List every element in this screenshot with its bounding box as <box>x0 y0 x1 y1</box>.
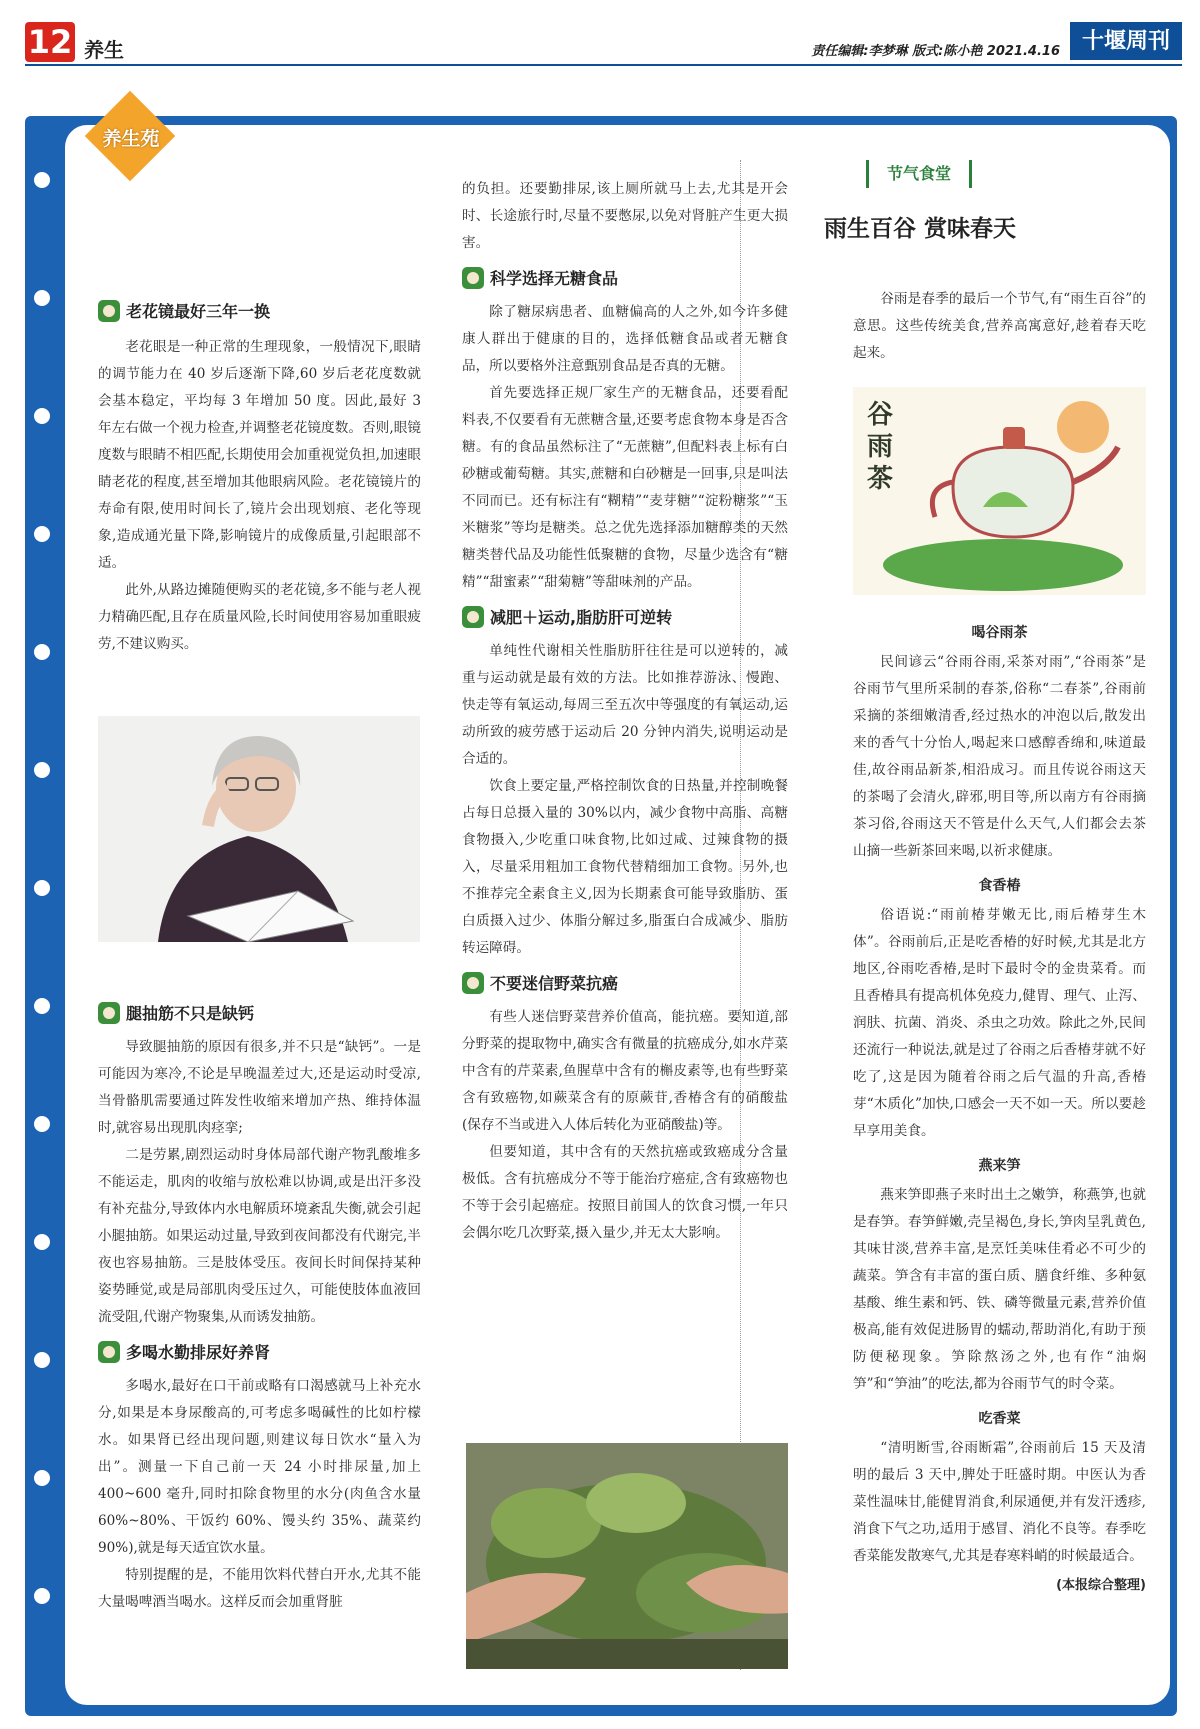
masthead <box>0 0 1200 75</box>
heading-text: 科学选择无糖食品 <box>490 268 619 288</box>
paragraph: 导致腿抽筋的原因有很多,并不只是“缺钙”。一是可能因为寒冷,不论是早晚温差过大,还是运动时受凉,当骨骼肌需要通过阵发性收缩来增加产热、维持体温时,就容易出现肌肉痉挛; <box>98 1039 421 1136</box>
article-heading <box>462 602 788 632</box>
article-heading <box>462 968 788 998</box>
heading-text: 多喝水勤排尿好养肾 <box>126 1342 271 1362</box>
paragraph: 燕来笋即燕子来时出土之嫩笋，称燕笋,也就是春笋。春笋鲜嫩,壳呈褐色,身长,笋肉呈乳黄色,其味甘淡,营养丰富,是烹饪美味佳肴必不可少的蔬菜。笋含有丰富的蛋白质、膳食纤维、多种氨基酸、维生素和钙、铁、磷等微量元素,营养价值极高,能有效促进肠胃的蠕动,帮助消化,有助于预防便秘现象。笋除熬汤之外,也有作“油焖笋”和“笋油”的吃法,都为谷雨节气的时令菜。 <box>853 1187 1146 1392</box>
article-heading <box>98 998 421 1028</box>
paragraph: 谷雨是春季的最后一个节气,有“雨生百谷”的意思。这些传统美食,营养高寓意好,趁着春天吃起来。 <box>853 291 1146 361</box>
doctor-face-icon <box>462 606 484 628</box>
doctor-face-icon <box>462 267 484 289</box>
paragraph: 二是劳累,剧烈运动时身体局部代谢产物乳酸堆多不能运走，肌肉的收缩与放松难以协调,或是出汗多没有补充盐分,导致体内水电解质环境紊乱失衡,就会引起小腿抽筋。如果运动过量,导致到夜间都没有代谢完,半夜也容易抽筋。三是肢体受压。夜间长时间保持某种姿势睡觉,或是局部肌肉受压过久，可能使肢体血液回流受阻,代谢产物聚集,从而诱发抽筋。 <box>98 1147 421 1325</box>
doctor-face-icon <box>98 300 120 322</box>
photo-elderly-woman-reading <box>98 716 420 942</box>
article-heading <box>98 296 421 326</box>
doctor-face-icon <box>98 1002 120 1024</box>
binder-hole <box>34 526 50 542</box>
binder-hole <box>34 998 50 1014</box>
binder-hole <box>34 408 50 424</box>
paragraph: 多喝水,最好在口干前或略有口渴感就马上补充水分,如果是本身尿酸高的,可考虑多喝碱性的比如柠檬水。如果肾已经出现问题,则建议每日饮水“量入为出”。测量一下自己前一天 24 小时排尿量,加上 400~600 毫升,同时扣除食物里的水分(肉鱼含水量 60%~80%、干饭约 60%、馒头约 35%、蔬菜约 90%),就是每天适宜饮水量。 <box>98 1378 421 1556</box>
heading-text: 减肥＋运动,脂肪肝可逆转 <box>490 607 673 627</box>
paragraph: 但要知道，其中含有的天然抗癌或致癌成分含量极低。含有抗癌成分不等于能治疗癌症,含有致癌物也不等于会引起癌症。按照目前国人的饮食习惯,一年只会偶尔吃几次野菜,摄入量少,并无太大影响。 <box>462 1144 788 1241</box>
paragraph: 首先要选择正规厂家生产的无糖食品，还要看配料表,不仅要看有无蔗糖含量,还要考虑食物本身是否含糖。有的食品虽然标注了“无蔗糖”,但配料表上标有白砂糖或葡萄糖。其实,蔗糖和白砂糖是一回事,只是叫法不同而已。还有标注有“糊精”“麦芽糖”“淀粉糖浆”“玉米糖浆”等均是糖类。总之优先选择添加糖醇类的天然糖类替代品及功能性低聚糖的食物，尽量少选含有“糖精”“甜蜜素”“甜菊糖”等甜味剂的产品。 <box>462 385 788 590</box>
paragraph: 俗语说:“雨前椿芽嫩无比,雨后椿芽生木体”。谷雨前后,正是吃香椿的好时候,尤其是北方地区,谷雨吃香椿,是时下最时令的金贵菜肴。而且香椿具有提高机体免疫力,健胃、理气、止泻、润肤、抗菌、消炎、杀虫之功效。除此之外,民间还流行一种说法,就是过了谷雨之后香椿芽就不好吃了,这是因为随着谷雨之后气温的升高,香椿芽“木质化”加快,口感会一天不如一天。所以要趁早享用美食。 <box>853 907 1146 1139</box>
subheading: 燕来笋 <box>978 1158 1021 1174</box>
binder-hole <box>34 1234 50 1250</box>
middle-column <box>462 176 788 1247</box>
header-rule <box>25 64 1182 66</box>
binder-hole <box>34 1116 50 1132</box>
paragraph: 民间谚云“谷雨谷雨,采茶对雨”,“谷雨茶”是谷雨节气里所采制的春茶,俗称“二春茶”,谷雨前采摘的茶细嫩清香,经过热水的冲泡以后,散发出来的香气十分怡人,喝起来口感醇香绵和,味道最佳,故谷雨品新茶,相沿成习。而且传说谷雨这天的茶喝了会清火,辟邪,明目等,所以南方有谷雨摘茶习俗,谷雨这天不管是什么天气,人们都会去茶山摘一些新茶回来喝,以祈求健康。 <box>853 654 1146 859</box>
doctor-face-icon <box>462 972 484 994</box>
heading-text: 老花镜最好三年一换 <box>126 301 271 321</box>
editor-credits: 责任编辑:李梦琳 版式:陈小艳 2021.4.16 <box>811 44 1060 59</box>
left-column-lower <box>98 998 421 1616</box>
subheading: 食香椿 <box>978 878 1021 894</box>
page-number: 12 <box>25 22 75 62</box>
right-intro <box>853 286 1146 367</box>
article-heading <box>462 263 788 293</box>
paragraph: 有些人迷信野菜营养价值高，能抗癌。要知道,部分野菜的提取物中,确实含有微量的抗癌成分,如水芹菜中含有的芹菜素,鱼腥草中含有的槲皮素等,也有些野菜含有致癌物,如蕨菜含有的原蕨苷,香椿含有的硝酸盐(保存不当或进入人体后转化为亚硝酸盐)等。 <box>462 1009 788 1133</box>
paragraph: 特别提醒的是，不能用饮料代替白开水,尤其不能大量喝啤酒当喝水。这样反而会加重肾脏 <box>98 1567 421 1610</box>
binder-hole <box>34 290 50 306</box>
doctor-face-icon <box>98 1341 120 1363</box>
column-logo: 养生苑 <box>102 128 160 150</box>
paragraph: 饮食上要定量,严格控制饮食的日热量,并控制晚餐占每日总摄入量的 30%以内，减少食物中高脂、高糖食物摄入,少吃重口味食物,比如过咸、过辣食物的摄入，尽量采用粗加工食物代替精细加工食物。另外,也不推荐完全素食主义,因为长期素食可能导致脂肪、蛋白质摄入过少、体脂分解过多,脂蛋白合成减少、脂肪转运障碍。 <box>462 778 788 956</box>
paragraph: 除了糖尿病患者、血糖偏高的人之外,如今许多健康人群出于健康的目的，选择低糖食品或者无糖食品，所以要格外注意甄别食品是否真的无糖。 <box>462 304 788 374</box>
paragraph: 此外,从路边摊随便购买的老花镜,多不能与老人视力精确匹配,且存在质量风险,长时间使用容易加重眼疲劳,不建议购买。 <box>98 582 421 652</box>
newspaper-brand: 十堰周刊 <box>1070 22 1182 60</box>
section-title: 养生 <box>84 38 124 62</box>
heading-text: 不要迷信野菜抗癌 <box>490 973 619 993</box>
right-column <box>853 612 1146 1599</box>
paragraph: “清明断雪,谷雨断霜”,谷雨前后 15 天及清明的最后 3 天中,脾处于旺盛时期。中医认为香菜性温味甘,能健胃消食,利尿通便,并有发汗透疹,消食下气之功,适用于感冒、消化不良等。春季吃香菜能发散寒气,尤其是春寒料峭的时候最适合。 <box>853 1440 1146 1564</box>
photo-wild-vegetables <box>466 1443 788 1669</box>
paragraph: 单纯性代谢相关性脂肪肝往往是可以逆转的，减重与运动就是最有效的方法。比如推荐游泳、慢跑、快走等有氧运动,每周三至五次中等强度的有氧运动,运动所致的疲劳感于运动后 20 分钟内消失,说明运动是合适的。 <box>462 643 788 767</box>
heading-text: 腿抽筋不只是缺钙 <box>126 1003 255 1023</box>
column-tag: 节气食堂 <box>866 160 972 188</box>
binder-hole <box>34 172 50 188</box>
binder-hole <box>34 1588 50 1604</box>
binder-hole <box>34 1352 50 1368</box>
paragraph: 老花眼是一种正常的生理现象，一般情况下,眼睛的调节能力在 40 岁后逐渐下降,60 岁后老花度数就会基本稳定，平均每 3 年增加 50 度。因此,最好 3 年左右做一个视力检查,并调整老花镜度数。否则,眼镜度数与眼睛不相匹配,长期使用会加重视觉负担,加速眼睛老花的程度,甚至增加其他眼病风险。老花镜镜片的寿命有限,使用时间长了,镜片会出现划痕、老化等现象,造成通光量下降,影响镜片的成像质量,引起眼部不适。 <box>98 339 421 571</box>
subheading: 吃香菜 <box>978 1411 1021 1427</box>
binder-hole <box>34 762 50 778</box>
paragraph: 的负担。还要勤排尿,该上厕所就马上去,尤其是开会时、长途旅行时,尽量不要憋尿,以免对肾脏产生更大损害。 <box>462 181 788 251</box>
illustration-caption: 谷雨茶 <box>867 400 894 494</box>
article-heading <box>98 1337 421 1367</box>
subheading: 喝谷雨茶 <box>971 625 1028 641</box>
binder-hole <box>34 880 50 896</box>
binder-hole <box>34 1470 50 1486</box>
feature-title: 雨生百谷 赏味春天 <box>823 215 1016 242</box>
left-column <box>98 296 421 658</box>
illustration-guyu-tea <box>853 387 1146 595</box>
source-credit: (本报综合整理) <box>1056 1578 1146 1593</box>
binder-hole <box>34 644 50 660</box>
